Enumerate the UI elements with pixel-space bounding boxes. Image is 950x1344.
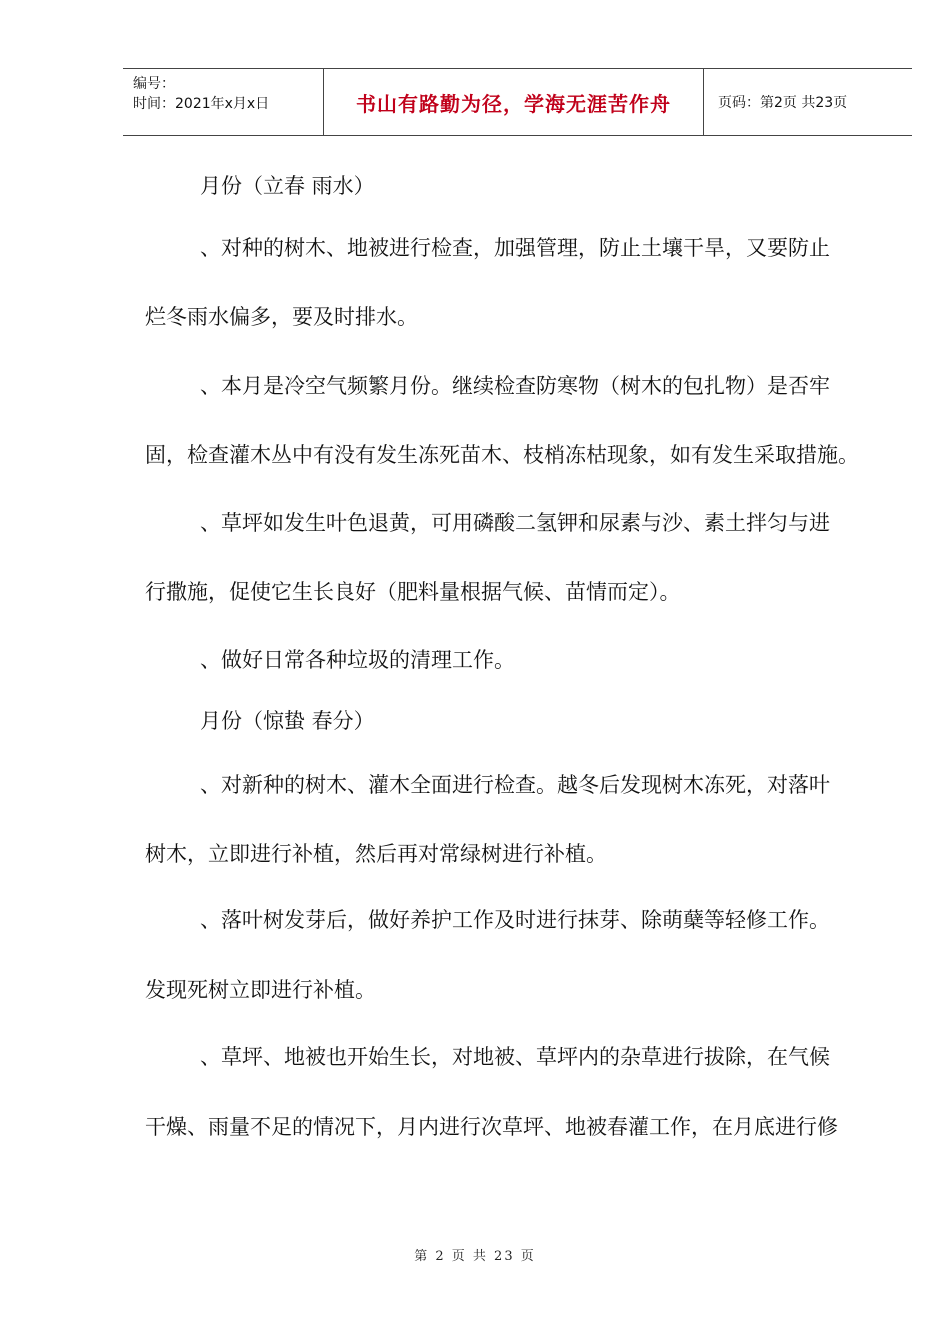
- page-header: [123, 68, 912, 136]
- header-motto-cell: [324, 69, 704, 135]
- header-page-info: 页码：第2页 共23页: [718, 95, 848, 111]
- header-page-cell: [704, 69, 912, 135]
- section-heading: 月份（立春 雨水）: [200, 174, 375, 198]
- paragraph-line: 、草坪、地被也开始生长，对地被、草坪内的杂草进行拔除，在气候: [200, 1045, 830, 1069]
- section-heading: 月份（惊蛰 春分）: [200, 709, 375, 733]
- paragraph-line: 发现死树立即进行补植。: [145, 978, 376, 1002]
- paragraph-line: 烂冬雨水偏多，要及时排水。: [145, 305, 418, 329]
- document-number-label: 编号：: [133, 76, 175, 92]
- paragraph-line: 、本月是冷空气频繁月份。继续检查防寒物（树木的包扎物）是否牢: [200, 374, 830, 398]
- header-info-cell: [123, 69, 324, 135]
- paragraph-line: 干燥、雨量不足的情况下，月内进行次草坪、地被春灌工作，在月底进行修: [145, 1115, 838, 1139]
- page-footer: 第 2 页 共 23 页: [414, 1249, 536, 1264]
- document-time-label: 时间：2021年x月x日: [133, 96, 270, 112]
- paragraph-line: 树木，立即进行补植，然后再对常绿树进行补植。: [145, 842, 607, 866]
- paragraph-line: 行撒施，促使它生长良好（肥料量根据气候、苗情而定）。: [145, 580, 681, 604]
- paragraph-line: 、做好日常各种垃圾的清理工作。: [200, 648, 515, 672]
- paragraph-line: 固，检查灌木丛中有没有发生冻死苗木、枝梢冻枯现象，如有发生采取措施。: [145, 443, 859, 467]
- paragraph-line: 、对种的树木、地被进行检查，加强管理，防止土壤干旱，又要防止: [200, 236, 830, 260]
- paragraph-line: 、落叶树发芽后，做好养护工作及时进行抹芽、除萌蘖等轻修工作。: [200, 908, 830, 932]
- header-motto: 书山有路勤为径，学海无涯苦作舟: [356, 91, 671, 116]
- paragraph-line: 、草坪如发生叶色退黄，可用磷酸二氢钾和尿素与沙、素土拌匀与进: [200, 511, 830, 535]
- paragraph-line: 、对新种的树木、灌木全面进行检查。越冬后发现树木冻死，对落叶: [200, 773, 830, 797]
